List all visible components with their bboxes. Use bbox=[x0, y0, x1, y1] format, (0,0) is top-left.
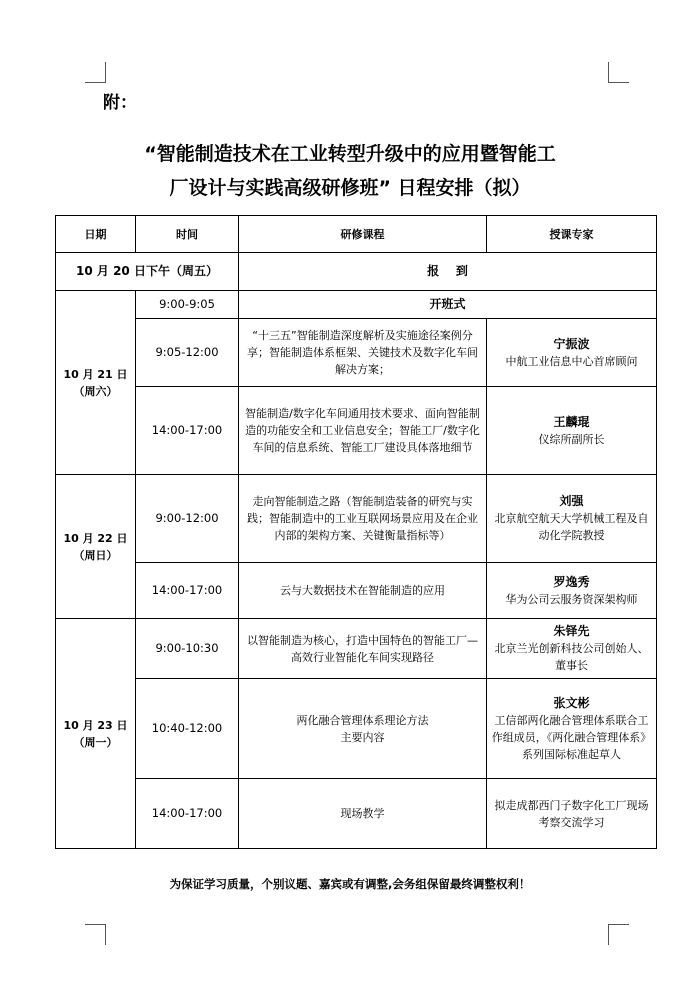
document-title bbox=[60, 137, 640, 205]
table-row bbox=[56, 563, 657, 619]
header-expert: 授课专家 bbox=[487, 216, 657, 253]
session-expert bbox=[487, 475, 657, 563]
session-time: 9:00-10:30 bbox=[136, 619, 239, 679]
session-time: 9:05-12:00 bbox=[136, 319, 239, 387]
table-row bbox=[56, 291, 657, 319]
attachment-label: 附： bbox=[103, 93, 137, 113]
session-expert bbox=[487, 619, 657, 679]
session-time: 9:00-12:00 bbox=[136, 475, 239, 563]
session-time: 10:40-12:00 bbox=[136, 679, 239, 779]
header-course: 研修课程 bbox=[239, 216, 487, 253]
session-time: 14:00-17:00 bbox=[136, 387, 239, 475]
table-row bbox=[56, 253, 657, 291]
crop-mark-bottom-right bbox=[608, 924, 629, 945]
day-weekday: （周六） bbox=[73, 384, 118, 398]
session-expert bbox=[487, 319, 657, 387]
crop-mark-top-left bbox=[85, 62, 106, 83]
expert-title: 中航工业信息中心首席顾问 bbox=[505, 354, 638, 368]
registration-date: 10 月 20 日下午（周五） bbox=[56, 253, 239, 291]
session-course: 智能制造/数字化车间通用技术要求、面向智能制造的功能安全和工业信息安全；智能工厂/数字化车间的信息系统、智能工厂建设具体落地细节 bbox=[239, 387, 487, 475]
expert-name: 张文彬 bbox=[553, 695, 590, 710]
session-course: 两化融合管理体系理论方法 主要内容 bbox=[239, 679, 487, 779]
day-date-cell bbox=[56, 475, 136, 619]
title-line-1: “智能制造技术在工业转型升级中的应用暨智能工 bbox=[144, 143, 556, 165]
expert-title: 工信部两化融合管理体系联合工作组成员，《两化融合管理体系》系列国际标准起草人 bbox=[491, 713, 652, 761]
session-course: 以智能制造为核心，打造中国特色的智能工厂—高效行业智能化车间实现路径 bbox=[239, 619, 487, 679]
session-expert bbox=[487, 779, 657, 849]
session-expert bbox=[487, 563, 657, 619]
session-time: 9:00-9:05 bbox=[136, 291, 239, 319]
table-row bbox=[56, 779, 657, 849]
session-expert bbox=[487, 679, 657, 779]
session-time: 14:00-17:00 bbox=[136, 779, 239, 849]
expert-name: 罗逸秀 bbox=[553, 574, 590, 589]
day-date: 10 月 21 日 bbox=[63, 367, 128, 381]
expert-name: 朱铎先 bbox=[553, 624, 590, 638]
session-course: “十三五”智能制造深度解析及实施途径案例分享；智能制造体系框架、关键技术及数字化车间解决方案； bbox=[239, 319, 487, 387]
crop-mark-top-right bbox=[608, 62, 629, 83]
table-row bbox=[56, 319, 657, 387]
table-row bbox=[56, 387, 657, 475]
session-course: 开班式 bbox=[239, 291, 657, 319]
expert-name: 宁振波 bbox=[553, 336, 590, 351]
expert-name: 王麟琨 bbox=[553, 414, 590, 429]
day-weekday: （周日） bbox=[73, 548, 118, 562]
expert-title: 仪综所副所长 bbox=[538, 432, 605, 446]
registration-label: 报 到 bbox=[239, 253, 657, 291]
header-date: 日期 bbox=[56, 216, 136, 253]
session-course: 现场教学 bbox=[239, 779, 487, 849]
footnote: 为保证学习质量，个别议题、嘉宾或有调整,会务组保留最终调整权利！ bbox=[169, 877, 531, 891]
title-line-2: 厂设计与实践高级研修班” 日程安排（拟） bbox=[169, 177, 531, 199]
day-weekday: （周一） bbox=[73, 735, 118, 749]
expert-title: 华为公司云服务资深架构师 bbox=[505, 592, 638, 606]
session-course: 走向智能制造之路（智能制造装备的研究与实践；智能制造中的工业互联网场景应用及在企业内部的架构方案、关键衡量指标等） bbox=[239, 475, 487, 563]
day-date-cell bbox=[56, 619, 136, 849]
header-time: 时间 bbox=[136, 216, 239, 253]
expert-title: 北京兰光创新科技公司创始人、董事长 bbox=[494, 642, 649, 672]
session-expert bbox=[487, 387, 657, 475]
table-header-row bbox=[56, 216, 657, 253]
table-row bbox=[56, 619, 657, 679]
expert-title: 拟走成都西门子数字化工厂现场考察交流学习 bbox=[494, 798, 649, 829]
session-course: 云与大数据技术在智能制造的应用 bbox=[239, 563, 487, 619]
table-row bbox=[56, 679, 657, 779]
expert-name: 刘强 bbox=[559, 494, 584, 508]
day-date: 10 月 23 日 bbox=[63, 718, 128, 732]
session-time: 14:00-17:00 bbox=[136, 563, 239, 619]
crop-mark-bottom-left bbox=[85, 924, 106, 945]
schedule-table bbox=[55, 215, 657, 849]
day-date: 10 月 22 日 bbox=[63, 531, 128, 545]
day-date-cell bbox=[56, 291, 136, 475]
expert-title: 北京航空航天大学机械工程及自动化学院教授 bbox=[494, 512, 649, 542]
table-row bbox=[56, 475, 657, 563]
